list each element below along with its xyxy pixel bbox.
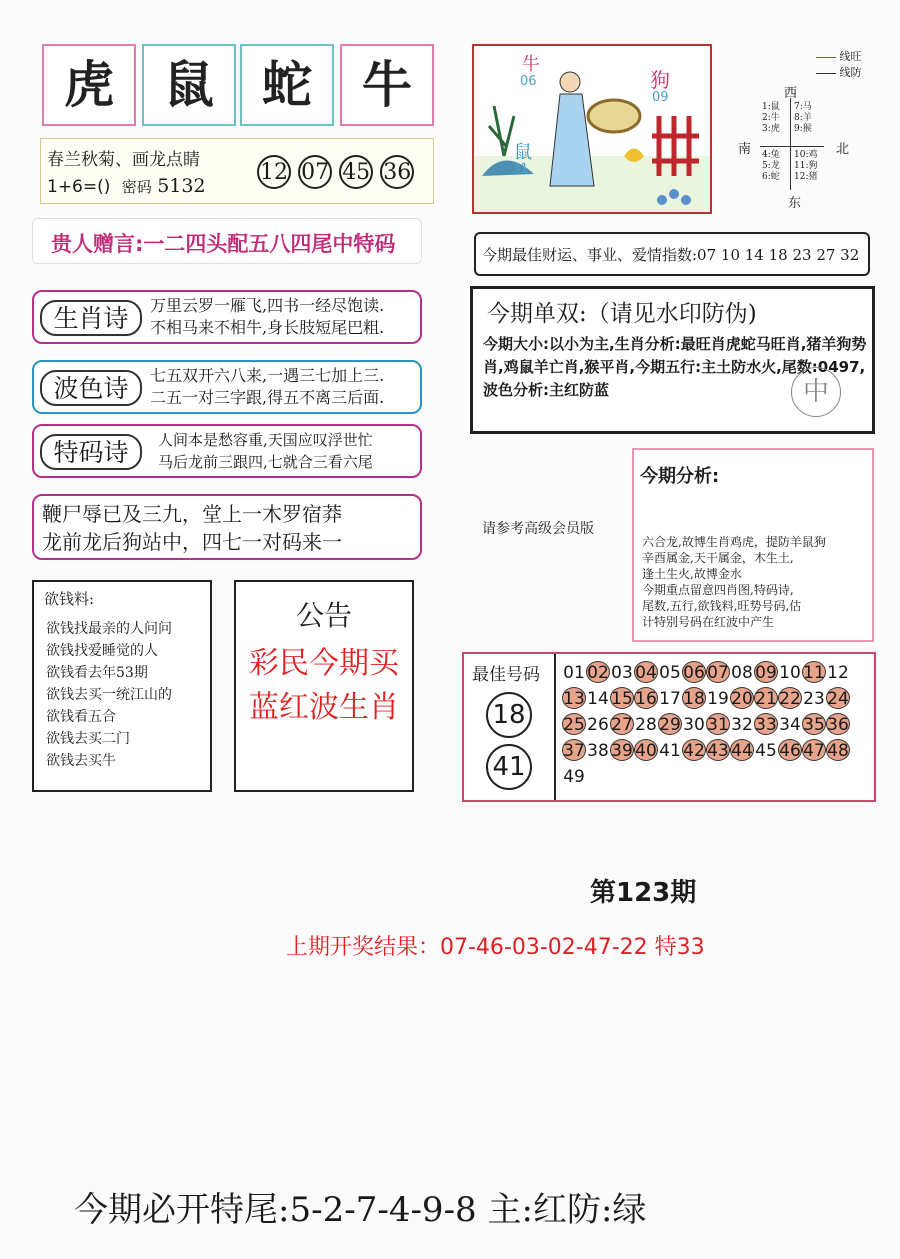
picture-label-ox: 牛 xyxy=(522,54,540,75)
number-cell: 49 xyxy=(563,767,585,787)
highlighted-number: 16 xyxy=(635,689,657,709)
highlighted-number: 15 xyxy=(611,689,633,709)
number-cell: 03 xyxy=(611,663,633,683)
highlighted-number: 46 xyxy=(779,741,801,761)
number-cell: 30 xyxy=(683,715,705,735)
big-poem-line: 鞭尸辱已及三九，堂上一木罗宿莽 xyxy=(42,502,342,526)
money-clues-title: 欲钱料: xyxy=(44,590,95,608)
poem-line: 万里云罗一雁飞,四书一经尽饱读. xyxy=(150,296,385,315)
fortune-box xyxy=(474,232,870,276)
number-grid xyxy=(562,660,872,790)
number-cell: 05 xyxy=(659,663,681,683)
highlighted-number: 02 xyxy=(587,663,609,683)
highlighted-number: 06 xyxy=(683,663,705,683)
footer-tail-numbers: 今期必开特尾:5-2-7-4-9-8 主:红防:绿 xyxy=(74,1190,647,1230)
number-cell: 08 xyxy=(731,663,753,683)
circled-numbers xyxy=(257,155,416,189)
poem-text xyxy=(150,295,384,339)
highlighted-number: 25 xyxy=(563,715,585,735)
legend-hot: 线旺 xyxy=(816,48,862,64)
odd-even-box xyxy=(470,286,875,434)
highlighted-number: 35 xyxy=(803,715,825,735)
legend-guard: 线防 xyxy=(816,64,862,80)
zodiac-picture xyxy=(472,44,712,214)
highlighted-number: 44 xyxy=(731,741,753,761)
big-poem xyxy=(32,494,422,560)
gift-banner: 贵人赠言:一二四头配五八四尾中特码 xyxy=(51,232,396,256)
poem-line: 二五一对三字跟,得五不离三后面. xyxy=(150,388,385,407)
number-cell: 28 xyxy=(635,715,657,735)
highlighted-number: 29 xyxy=(659,715,681,735)
riddle-formula: 1+6=() xyxy=(47,177,111,197)
zodiac-box-1: 虎 xyxy=(42,44,136,126)
poem-label: 特码诗 xyxy=(40,434,142,470)
compass-chart xyxy=(736,46,896,216)
highlighted-number: 37 xyxy=(563,741,585,761)
circled-number: 07 xyxy=(298,155,332,189)
compass-left-top: 1:鼠 2:牛 3:虎 xyxy=(762,102,780,134)
highlighted-number: 20 xyxy=(731,689,753,709)
number-cell: 23 xyxy=(803,689,825,709)
compass-south: 南 xyxy=(738,142,752,157)
picture-number-rat: 31 xyxy=(512,162,529,177)
watermark-stamp: 中 xyxy=(791,367,841,417)
code-label: 密码 xyxy=(121,178,152,196)
highlighted-number: 11 xyxy=(803,663,825,683)
picture-label-rat: 鼠 xyxy=(514,142,532,163)
notice-line: 彩民今期买 xyxy=(249,646,399,681)
poem-zodiac xyxy=(32,290,422,344)
number-cell: 34 xyxy=(779,715,801,735)
analysis-text: 六合龙,故博生肖鸡虎，提防羊鼠狗 辛酉属金,天干属金，木生土, 逢土生火,故博金水 今期重点留意四肖图,特码诗, 尾数,五行,欲钱料,旺势号码,估 计特别号码在红波中产生 xyxy=(642,535,826,629)
highlighted-number: 13 xyxy=(563,689,585,709)
highlighted-number: 42 xyxy=(683,741,705,761)
highlighted-number: 31 xyxy=(707,715,729,735)
number-cell: 14 xyxy=(587,689,609,709)
highlighted-number: 09 xyxy=(755,663,777,683)
poem-special xyxy=(32,424,422,478)
highlighted-number: 40 xyxy=(635,741,657,761)
circled-number: 45 xyxy=(339,155,373,189)
highlighted-number: 22 xyxy=(779,689,801,709)
notice-body xyxy=(236,642,412,730)
poem-label: 波色诗 xyxy=(40,370,142,406)
number-cell: 38 xyxy=(587,741,609,761)
odd-even-body: 今期大小:以小为主,生肖分析:最旺肖虎蛇马旺肖,猪羊狗势肖,鸡鼠羊亡肖,猴平肖,今期五行:主土防水火,尾数:0497,波色分析:主红防蓝 xyxy=(483,335,867,399)
money-clue: 欲钱看五合 xyxy=(46,709,116,725)
money-clue: 欲钱看去年53期 xyxy=(46,665,148,681)
best-numbers-box xyxy=(462,652,876,802)
notice-line: 蓝红波生肖 xyxy=(249,690,399,725)
number-cell: 19 xyxy=(707,689,729,709)
picture-number-dog: 09 xyxy=(652,90,669,105)
circled-number: 36 xyxy=(380,155,414,189)
picture-label-dog: 狗 xyxy=(650,68,670,92)
circled-number: 12 xyxy=(257,155,291,189)
poem-line: 不相马来不相牛,身长肢短尾巴粗. xyxy=(150,318,385,337)
highlighted-number: 27 xyxy=(611,715,633,735)
poem-text xyxy=(158,429,373,473)
analysis-title: 今期分析: xyxy=(640,466,720,487)
highlighted-number: 21 xyxy=(755,689,777,709)
big-poem-line: 龙前龙后狗站中，四七一对码来一 xyxy=(42,530,342,554)
fortune-text: 今期最佳财运、事业、爱情指数:07 10 14 18 23 27 32 xyxy=(482,246,860,264)
money-clue: 欲钱找最亲的人问问 xyxy=(46,621,172,637)
number-cell: 17 xyxy=(659,689,681,709)
highlighted-number: 48 xyxy=(827,741,849,761)
highlighted-number: 04 xyxy=(635,663,657,683)
compass-north: 北 xyxy=(836,142,850,157)
highlighted-number: 43 xyxy=(707,741,729,761)
number-cell: 10 xyxy=(779,663,801,683)
poem-label: 生肖诗 xyxy=(40,300,142,336)
money-clue: 欲钱去买牛 xyxy=(46,753,116,769)
highlighted-number: 07 xyxy=(707,663,729,683)
number-cell: 01 xyxy=(563,663,585,683)
compass-right-bottom: 10:鸡 11:狗 12:猪 xyxy=(794,150,818,182)
best-pick: 41 xyxy=(486,744,532,790)
highlighted-number: 47 xyxy=(803,741,825,761)
number-cell: 41 xyxy=(659,741,681,761)
highlighted-number: 39 xyxy=(611,741,633,761)
member-note: 请参考高级会员版 xyxy=(482,521,594,537)
money-clues-list xyxy=(46,618,172,772)
gift-banner-box xyxy=(32,218,422,264)
woman-with-sieve-illustration xyxy=(474,46,710,212)
poem-text xyxy=(150,365,384,409)
notice-box xyxy=(234,580,414,792)
big-poem-text xyxy=(42,500,342,556)
best-pick: 18 xyxy=(486,692,532,738)
number-cell: 12 xyxy=(827,663,849,683)
riddle-box xyxy=(40,138,434,204)
poem-color xyxy=(32,360,422,414)
picture-number-ox: 06 xyxy=(520,74,537,89)
money-clue: 欲钱找爱睡觉的人 xyxy=(46,643,158,659)
poem-line: 七五双开六八来,一遇三七加上三. xyxy=(150,366,385,385)
zodiac-box-2: 鼠 xyxy=(142,44,236,126)
riddle-line1: 春兰秋菊、画龙点睛 xyxy=(47,150,200,170)
best-picks-panel xyxy=(464,654,556,800)
code-value: 5132 xyxy=(157,175,206,197)
money-clue: 欲钱去买一统江山的 xyxy=(46,687,172,703)
highlighted-number: 36 xyxy=(827,715,849,735)
number-cell: 32 xyxy=(731,715,753,735)
issue-number: 第123期 xyxy=(590,878,697,908)
number-cell: 26 xyxy=(587,715,609,735)
notice-title: 公告 xyxy=(295,599,352,632)
poem-line: 马后龙前三跟四,七就合三看六尾 xyxy=(158,453,373,471)
compass-right-top: 7:马 8:羊 9:猴 xyxy=(794,102,812,134)
highlighted-number: 24 xyxy=(827,689,849,709)
money-clue: 欲钱去买二门 xyxy=(46,731,130,747)
analysis-box xyxy=(632,448,874,642)
zodiac-box-4: 牛 xyxy=(340,44,434,126)
money-clues-box xyxy=(32,580,212,792)
zodiac-box-3: 蛇 xyxy=(240,44,334,126)
riddle-line2 xyxy=(47,175,206,197)
highlighted-number: 18 xyxy=(683,689,705,709)
compass-east: 东 xyxy=(788,196,802,211)
highlighted-number: 33 xyxy=(755,715,777,735)
odd-even-title: 今期单双:（请见水印防伪) xyxy=(487,301,757,327)
poem-line: 人间本是愁容重,天国应叹浮世忙 xyxy=(158,431,373,449)
compass-left-bottom: 4:兔 5:龙 6:蛇 xyxy=(762,150,780,182)
best-numbers-title: 最佳号码 xyxy=(472,665,540,685)
number-cell: 45 xyxy=(755,741,777,761)
last-result: 上期开奖结果：07-46-03-02-47-22 特33 xyxy=(286,935,705,960)
compass-west: 西 xyxy=(784,86,798,101)
